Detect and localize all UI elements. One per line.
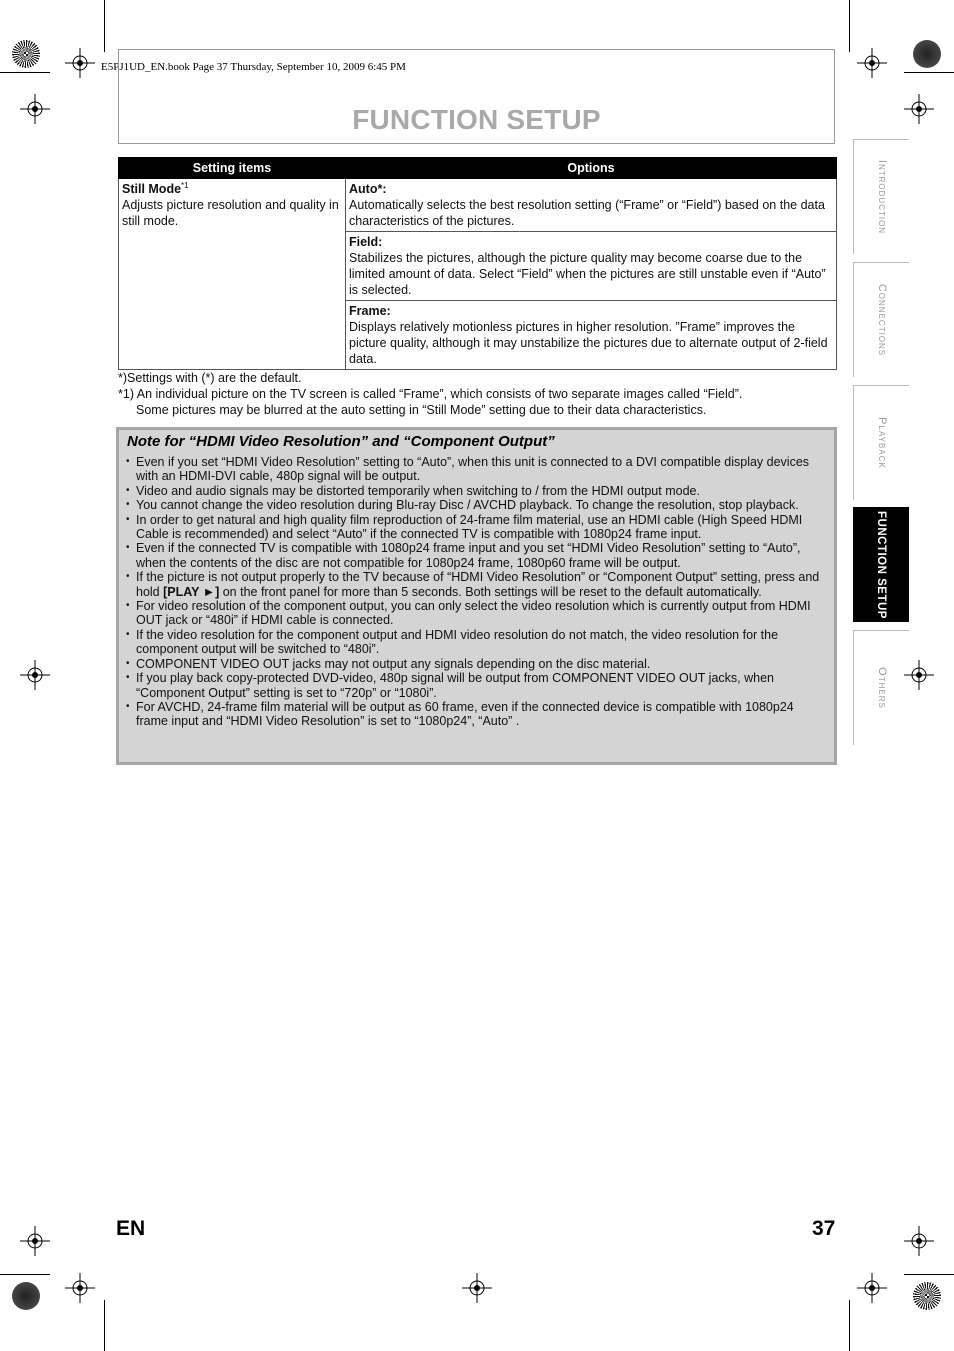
- note-title: Note for “HDMI Video Resolution” and “Component Output”: [127, 433, 555, 450]
- crop-line: [849, 0, 850, 52]
- crop-line: [104, 0, 105, 52]
- option-label: Auto*:: [349, 182, 387, 196]
- crosshair-icon: [65, 1273, 95, 1303]
- option-description: Automatically selects the best resolution setting (“Frame” or “Field”) based on the data characteristics of the pictures.: [349, 198, 825, 228]
- crosshair-icon: [904, 1226, 934, 1256]
- note-list: [126, 455, 826, 729]
- setting-description: Adjusts picture resolution and quality in still mode.: [122, 198, 339, 228]
- list-item: • Video and audio signals may be distorted temporarily when switching to / from the HDMI output mode.: [126, 484, 826, 498]
- registration-star-icon: [913, 40, 941, 68]
- option-description: Displays relatively motionless pictures in higher resolution. ”Frame” improves the picture quality, although it may unstabilize the pictures due to alternate output of 2-field data.: [349, 320, 828, 366]
- tab-playback[interactable]: Playback: [853, 385, 909, 500]
- language-label: EN: [116, 1217, 146, 1240]
- crop-line: [849, 1300, 850, 1351]
- crosshair-icon: [857, 48, 887, 78]
- table-header-row: [119, 158, 837, 179]
- tab-others[interactable]: Others: [853, 630, 909, 745]
- footnote-1: *1) An individual picture on the TV screen is called “Frame”, which consists of two separate images called “Field”.: [118, 387, 743, 401]
- list-item: • For video resolution of the component output, you can only select the video resolution which is currently output from HDMI OUT jack or “480i” if HDMI cable is connected.: [126, 599, 826, 628]
- list-item: • If you play back copy-protected DVD-video, 480p signal will be output from COMPONENT VIDEO OUT jacks, when “Component Output” setting is set to “720p” or “1080i”.: [126, 671, 826, 700]
- setting-name: Still Mode: [122, 182, 182, 196]
- crop-line: [0, 1274, 50, 1275]
- crosshair-icon: [904, 94, 934, 124]
- page-number: 37: [812, 1217, 836, 1240]
- tab-function-setup[interactable]: FUNCTION SETUP: [853, 507, 909, 622]
- crosshair-icon: [20, 660, 50, 690]
- list-item: • In order to get natural and high quality film reproduction of 24-frame film material, use an HDMI cable (High Speed HDMI Cable is recommended) and select “Auto” if the connected TV is compatible with 1080p24 frame input.: [126, 513, 826, 542]
- settings-table: [118, 157, 837, 370]
- list-item: • For AVCHD, 24-frame film material will be output as 60 frame, even if the connected device is compatible with 1080p24 frame input and “HDMI Video Resolution” is set to “1080p24”, “Auto” .: [126, 700, 826, 729]
- option-cell: [346, 179, 837, 232]
- crosshair-icon: [20, 94, 50, 124]
- option-cell: [346, 232, 837, 301]
- crosshair-icon: [65, 48, 95, 78]
- table-row: [119, 179, 837, 232]
- option-description: Stabilizes the pictures, although the picture quality may become coarse due to the limited amount of data. Select “Field” when the pictures are still unstable even if “Auto” is selected.: [349, 251, 826, 297]
- footnote-1-continued: Some pictures may be blurred at the auto setting in “Still Mode” setting due to their data characteristics.: [136, 403, 707, 417]
- footnotes: [118, 370, 838, 418]
- footnote-default: *)Settings with (*) are the default.: [118, 371, 302, 385]
- option-cell: [346, 301, 837, 370]
- list-item: • Even if the connected TV is compatible with 1080p24 frame input and you set “HDMI Video Resolution” setting to “Auto”, when the contents of the disc are not compatible for 1080p24 frame, 1080p60 frame will be output.: [126, 541, 826, 570]
- registration-star-icon: [12, 1282, 40, 1310]
- registration-star-icon: [12, 40, 40, 68]
- tab-connections[interactable]: Connections: [853, 262, 909, 377]
- crosshair-icon: [857, 1273, 887, 1303]
- list-item: • If the video resolution for the component output and HDMI video resolution do not match, the video resolution for the component output will be switched to “480i”.: [126, 628, 826, 657]
- header-options: Options: [346, 158, 837, 179]
- header-setting-items: Setting items: [119, 158, 346, 179]
- list-item: • Even if you set “HDMI Video Resolution” setting to “Auto”, when this unit is connected to a DVI compatible display devices with an HDMI-DVI cable, 480p signal will be output.: [126, 455, 826, 484]
- option-label: Frame:: [349, 304, 391, 318]
- play-button-reference: [PLAY ►]: [163, 584, 220, 599]
- setting-cell: [119, 179, 346, 370]
- registration-star-icon: [913, 1282, 941, 1310]
- list-item: • COMPONENT VIDEO OUT jacks may not output any signals depending on the disc material.: [126, 657, 826, 671]
- crop-line: [104, 1300, 105, 1351]
- page-title: FUNCTION SETUP: [352, 104, 601, 135]
- book-header: E5PJ1UD_EN.book Page 37 Thursday, September 10, 2009 6:45 PM: [101, 61, 406, 73]
- tab-introduction[interactable]: Introduction: [853, 139, 909, 254]
- option-label: Field:: [349, 235, 383, 249]
- crop-line: [904, 72, 954, 73]
- crosshair-icon: [20, 1226, 50, 1256]
- list-item: • You cannot change the video resolution during Blu-ray Disc / AVCHD playback. To change the resolution, stop playback.: [126, 498, 826, 512]
- crop-line: [904, 1274, 954, 1275]
- crosshair-icon: [462, 1273, 492, 1303]
- crop-line: [0, 72, 50, 73]
- setting-superscript: *1: [181, 180, 189, 190]
- list-item: • If the picture is not output properly to the TV because of “HDMI Video Resolution” or “Component Output” setting, press and hold [PLAY ►] on the front panel for more than 5 seconds. Both settings will be reset to the default automatically.: [126, 570, 826, 599]
